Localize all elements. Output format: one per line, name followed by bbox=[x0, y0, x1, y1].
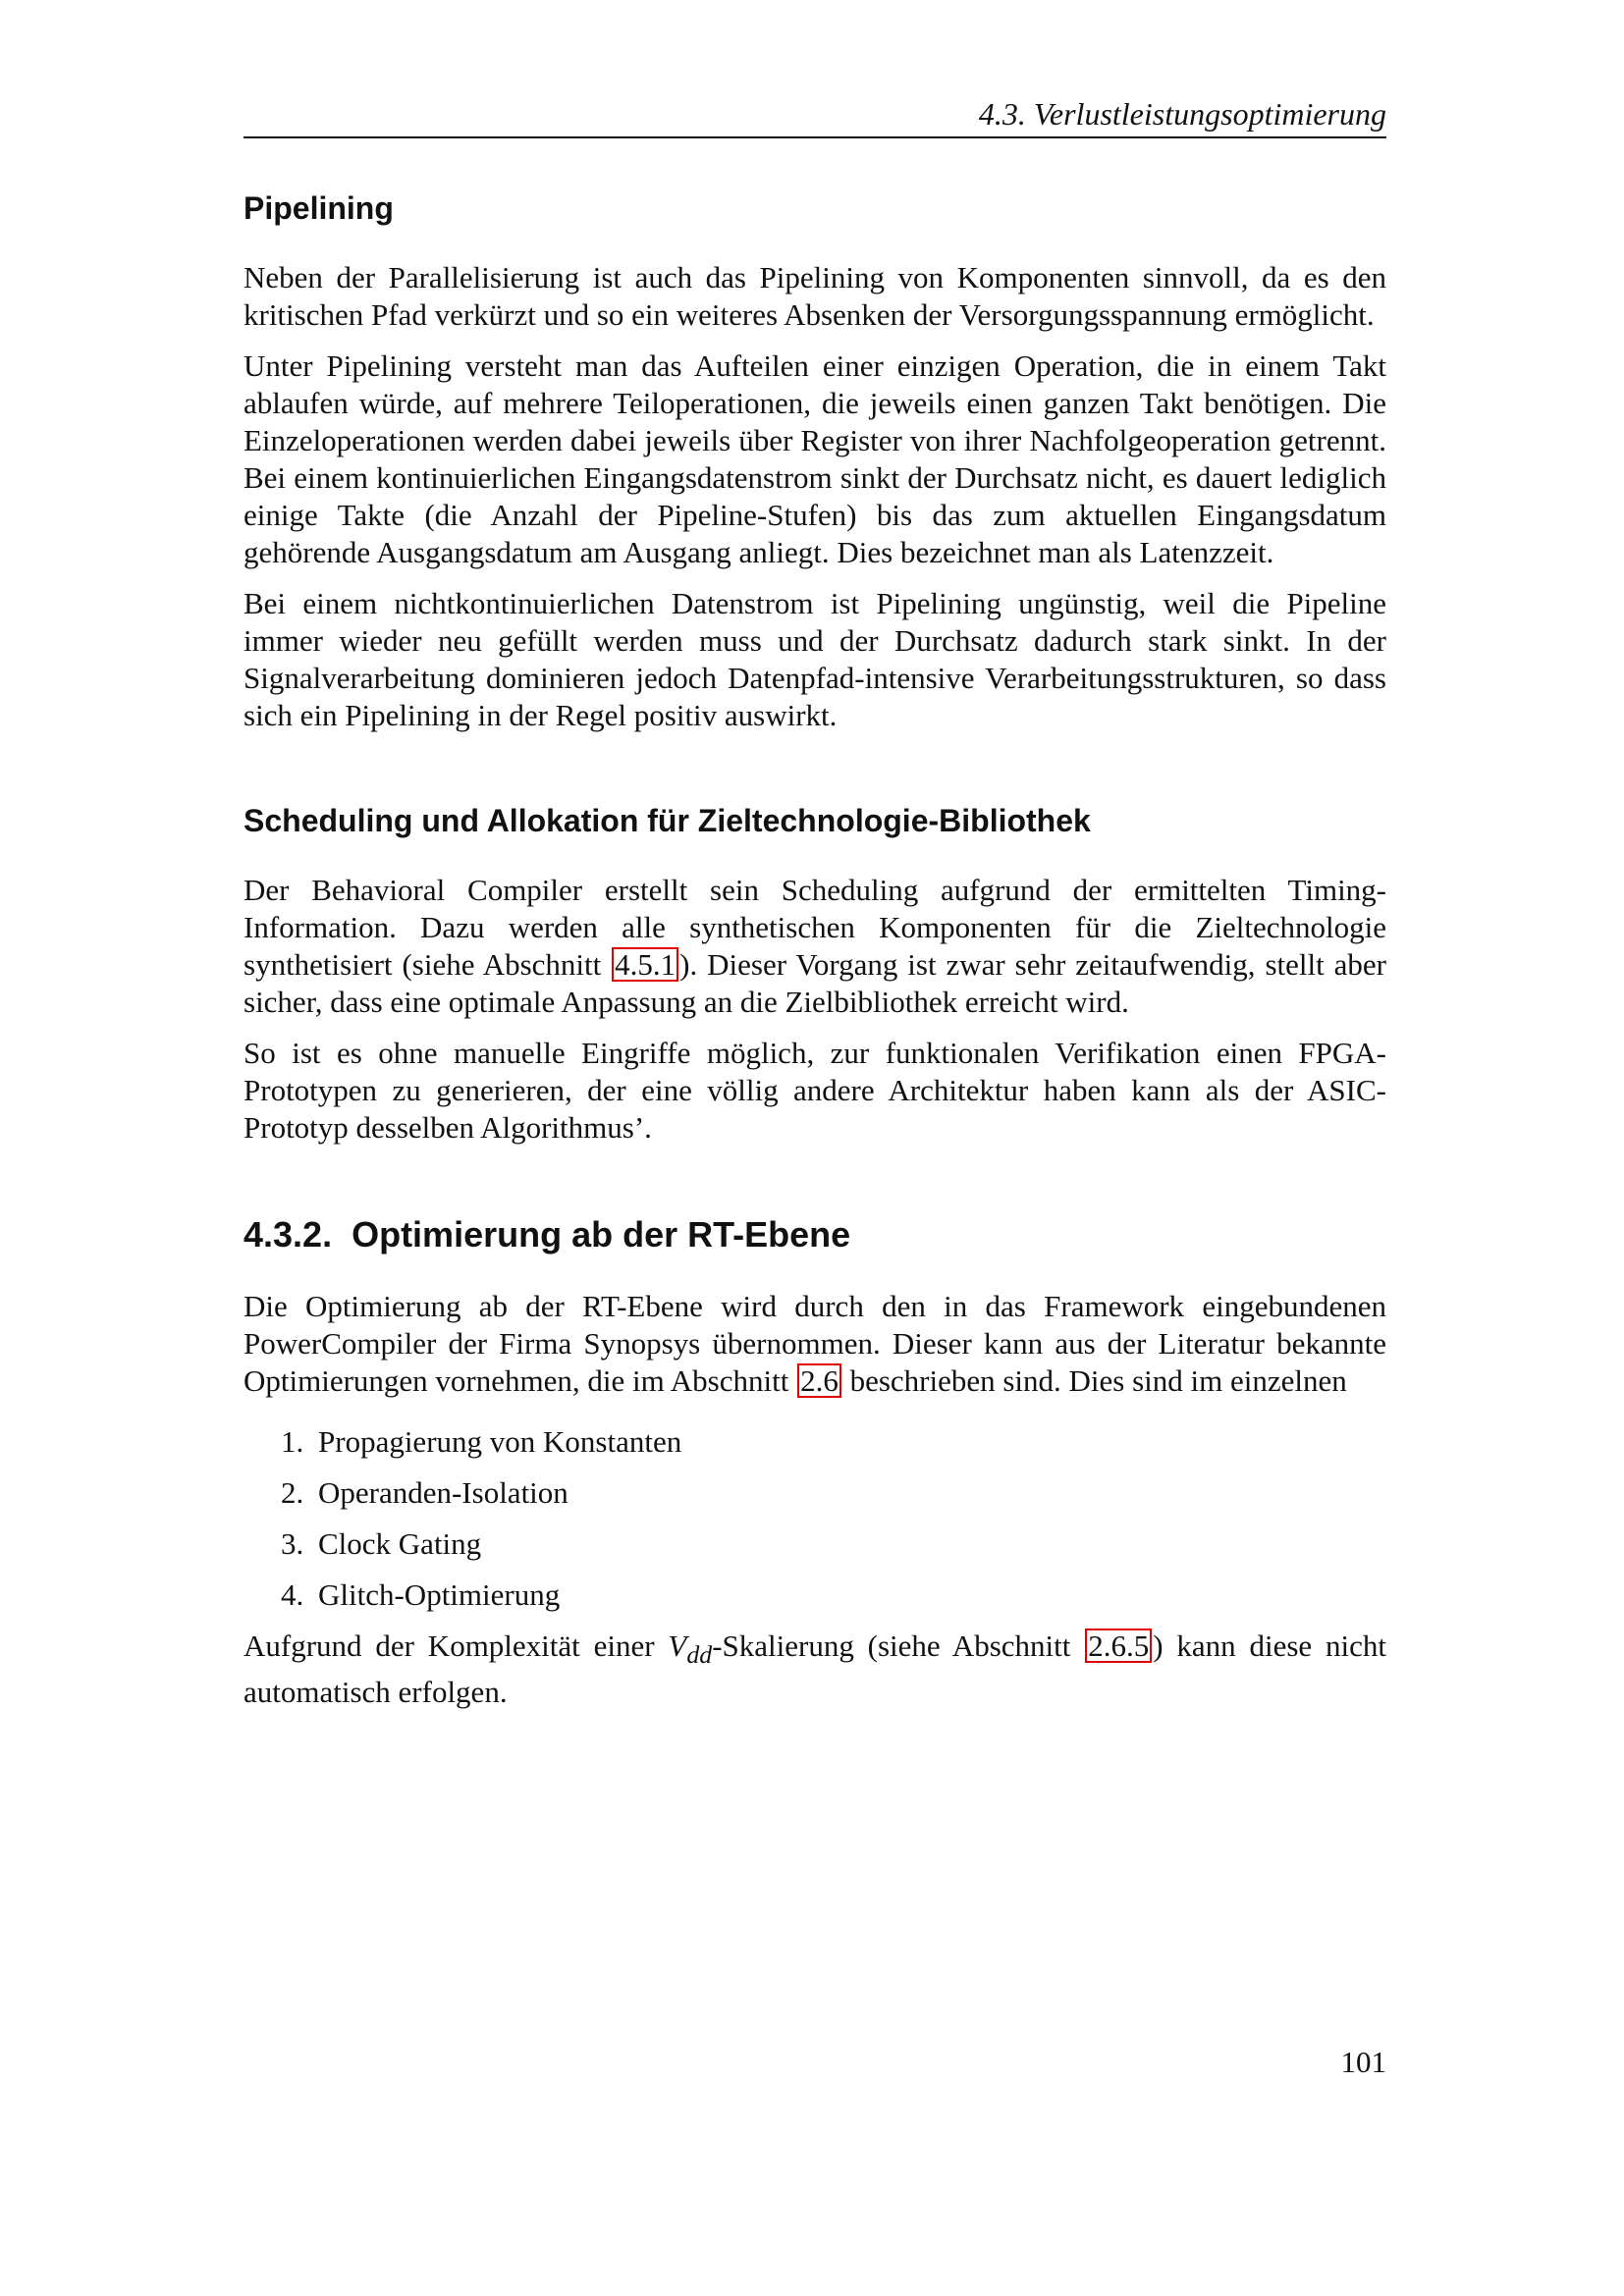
header-rule bbox=[244, 136, 1386, 138]
closing-paragraph: Aufgrund der Komplexität einer $V_{dd}$-Skalierung (siehe Abschnitt 2.6.5 ) kann diese nicht automatisch erfolgen. bbox=[244, 1629, 1386, 1710]
pipelining-paragraph-2: Unter Pipelining versteht man das Aufteilen einer einzigen Operation, die in einem Takt ablaufen würde, auf mehrere Teiloperationen, die jeweils einen ganzen Takt benötigen. Die Einzeloperationen werden dabei jeweils über Register von ihrer Nachfolgeoperation getrennt. Bei einem kontinuierlichen Eingangsdatenstrom sinkt der Durchsatz nicht, es dauert lediglich einige Takte (die Anzahl der Pipeline-Stufen) bis das zum aktuellen Eingangsdatum gehörende Ausgangsdatum am Ausgang anliegt. Dies bezeichnet man als Latenzzeit. bbox=[244, 348, 1386, 569]
section-ref-2-6-5[interactable]: 2.6.5 bbox=[1085, 1629, 1152, 1663]
scheduling-paragraph-2: So ist es ohne manuelle Eingriffe möglich, zur funktionalen Verifikation einen FPGA-Prototypen zu generieren, der eine völlig andere Architektur haben kann als der ASIC-Prototyp desselben Algorithmus’. bbox=[244, 1036, 1386, 1145]
section-title: Optimierung ab der RT-Ebene bbox=[352, 1214, 851, 1255]
list-item: 2. Operanden-Isolation bbox=[281, 1475, 568, 1510]
page-number: 101 bbox=[1340, 2045, 1386, 2079]
list-item: 1. Propagierung von Konstanten bbox=[281, 1424, 682, 1459]
vdd-symbol: $V_{dd}$ bbox=[668, 1629, 713, 1670]
section-number: 4.3.2. bbox=[244, 1214, 333, 1255]
list-item: 3. Clock Gating bbox=[281, 1526, 482, 1561]
section-heading-4-3-2 bbox=[244, 1213, 1386, 1256]
page-body bbox=[244, 188, 1386, 1711]
running-header: 4.3. Verlustleistungsoptimierung bbox=[978, 96, 1386, 132]
scheduling-heading: Scheduling und Allokation für Zieltechnologie-Bibliothek bbox=[244, 803, 1091, 838]
section-ref-4-5-1[interactable]: 4.5.1 bbox=[612, 947, 678, 982]
pipelining-paragraph-3: Bei einem nichtkontinuierlichen Datenstrom ist Pipelining ungünstig, weil die Pipeline immer wieder neu gefüllt werden muss und der Durchsatz dadurch stark sinkt. In der Signalverarbeitung dominieren jedoch Datenpfad-intensive Verarbeitungsstrukturen, so dass sich ein Pipelining in der Regel positiv auswirkt. bbox=[244, 586, 1386, 732]
pipelining-paragraph-1: Neben der Parallelisierung ist auch das Pipelining von Komponenten sinnvoll, da es den kritischen Pfad verkürzt und so ein weiteres Absenken der Versorgungsspannung ermöglicht. bbox=[244, 260, 1386, 332]
scheduling-paragraph-1: Der Behavioral Compiler erstellt sein Scheduling aufgrund der ermittelten Timing-Information. Dazu werden alle synthetischen Komponenten für die Zieltechnologie synthetisiert (siehe Abschnitt 4.5.1 ). Dieser Vorgang ist zwar sehr zeitaufwendig, stellt aber sicher, dass eine optimale Anpassung an die Zielbibliothek erreicht wird. bbox=[244, 873, 1387, 1019]
pipelining-heading: Pipelining bbox=[244, 190, 394, 226]
rt-intro-paragraph: Die Optimierung ab der RT-Ebene wird durch den in das Framework eingebundenen PowerCompiler der Firma Synopsys übernommen. Dieser kann aus der Literatur bekannte Optimierungen vornehmen, die im Abschnitt 2.6 beschrieben sind. Dies sind im einzelnen bbox=[244, 1289, 1386, 1398]
optimization-list bbox=[244, 1423, 1386, 1614]
section-ref-2-6[interactable]: 2.6 bbox=[797, 1363, 841, 1398]
list-item: 4. Glitch-Optimierung bbox=[281, 1577, 561, 1612]
